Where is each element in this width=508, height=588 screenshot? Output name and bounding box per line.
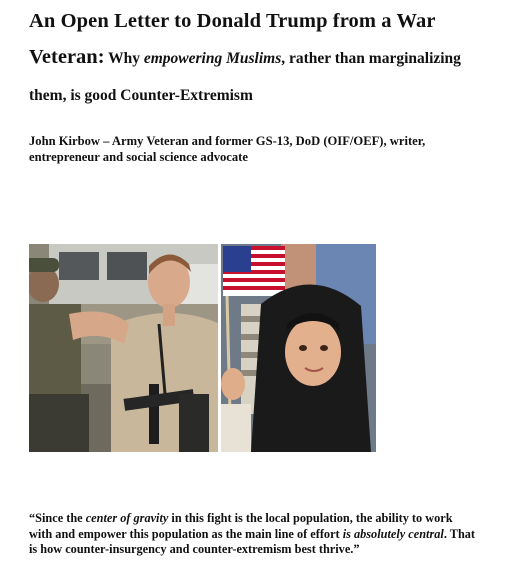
quote-emphasis-2: is absolutely central [342, 526, 444, 541]
author-byline: John Kirbow – Army Veteran and former GS-13, DoD (OIF/OEF), writer, entrepreneur and social science advocate [29, 134, 426, 164]
title-line-1: An Open Letter to Donald Trump from a War [29, 10, 436, 32]
soldiers-photo [29, 244, 218, 452]
title-line-2: Veteran: [29, 46, 105, 68]
pull-quote: “Since the center of gravity in this fight is the local population, the ability to work with and empower this population as the main line of effort is absolutely central. That is how counter-insurgency and counter-extremism best thrive.” [29, 511, 476, 556]
subtitle-emphasis: empowering Muslims [143, 50, 282, 67]
soldiers-photo-illustration [29, 244, 218, 452]
girl-with-flag-illustration [221, 244, 376, 452]
quote-emphasis-1: center of gravity [85, 511, 169, 525]
subtitle: Why empowering Muslims, rather than marginalizing them, is good Counter-Extremism [29, 50, 461, 104]
article-title [29, 8, 499, 108]
girl-with-flag-photo [221, 244, 376, 452]
